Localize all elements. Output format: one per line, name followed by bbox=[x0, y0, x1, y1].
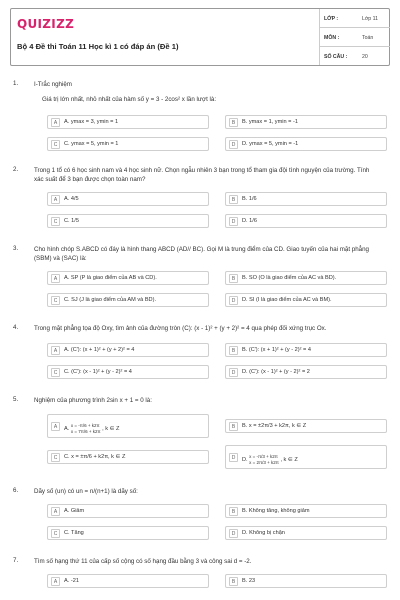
option-text: A. 4/5 bbox=[64, 196, 79, 202]
option-letter: D bbox=[229, 217, 238, 226]
option-d[interactable] bbox=[225, 137, 387, 151]
option-letter: B bbox=[229, 577, 238, 586]
question-text: Cho hình chóp S.ABCD có đáy là hình thang ABCD (AD// BC). Gọi M là trung điểm của CD. Giao tuyến của hai mặt phẳng (SBM) và (SAC) là: bbox=[34, 246, 369, 262]
option-text: B. x = ±2π/3 + k2π, k ∈ Z bbox=[242, 423, 307, 429]
option-letter: A bbox=[51, 274, 60, 283]
meta-value: Lớp 11 bbox=[362, 16, 378, 22]
option-text: C. SJ (J là giao điểm của AM và BD). bbox=[64, 297, 157, 303]
option-letter: C bbox=[51, 296, 60, 305]
quizizz-logo: QUIZIZZ bbox=[17, 17, 75, 31]
option-text: A. SP (P là giao điểm của AB và CD). bbox=[64, 275, 157, 281]
option-letter: B bbox=[229, 422, 238, 431]
question-text: Trong 1 tổ có 6 học sinh nam và 4 học sinh nữ. Chọn ngẫu nhiên 3 bạn trong tổ tham gia đội tình nguyện của trường. Tính xác suất để 3 bạn được chọn toàn nam? bbox=[34, 167, 370, 183]
option-b[interactable] bbox=[225, 192, 387, 206]
option-text: B. ymax = 1, ymin = -1 bbox=[242, 119, 298, 125]
meta-label: MÔN : bbox=[324, 35, 340, 41]
meta-row-class bbox=[320, 9, 390, 28]
option-label: A. bbox=[64, 425, 70, 432]
option-text: D. SI (I là giao điểm của AC và BM). bbox=[242, 297, 332, 303]
question-number: 3. bbox=[13, 245, 19, 252]
meta-label: SỐ CÂU : bbox=[324, 54, 348, 60]
option-letter: A bbox=[51, 195, 60, 204]
option-a[interactable] bbox=[47, 414, 209, 438]
equation-line: x = -π/6 + k2π bbox=[70, 423, 100, 428]
option-letter: A bbox=[51, 118, 60, 127]
option-text bbox=[64, 423, 119, 434]
document-title: Bộ 4 Đề thi Toán 11 Học kì 1 có đáp án (Đề 1) bbox=[17, 42, 179, 51]
option-d[interactable] bbox=[225, 365, 387, 379]
option-a[interactable] bbox=[47, 192, 209, 206]
option-letter: B bbox=[229, 346, 238, 355]
equation-line: x = 2π/3 + k2π bbox=[249, 459, 279, 465]
option-c[interactable] bbox=[47, 365, 209, 379]
option-letter: A bbox=[51, 507, 60, 516]
meta-value: 20 bbox=[362, 54, 368, 60]
option-d[interactable] bbox=[225, 526, 387, 540]
option-text: D. Không bị chặn bbox=[242, 530, 285, 536]
option-letter: C bbox=[51, 529, 60, 538]
option-letter: C bbox=[51, 140, 60, 149]
option-letter: D bbox=[229, 453, 238, 462]
meta-value: Toán bbox=[362, 35, 374, 41]
option-text: B. (C'): (x + 1)² + (y - 2)² = 4 bbox=[242, 347, 311, 353]
option-text: C. (C'): (x - 1)² + (y - 2)² = 4 bbox=[64, 369, 132, 375]
option-c[interactable] bbox=[47, 450, 209, 464]
question-number: 5. bbox=[13, 396, 19, 403]
option-d[interactable] bbox=[225, 214, 387, 228]
option-letter: C bbox=[51, 453, 60, 462]
question-number: 6. bbox=[13, 487, 19, 494]
meta-box bbox=[319, 9, 389, 65]
option-a[interactable] bbox=[47, 574, 209, 588]
question-number: 7. bbox=[13, 557, 19, 564]
meta-row-subject bbox=[320, 28, 390, 47]
option-letter: D bbox=[229, 368, 238, 377]
option-b[interactable] bbox=[225, 419, 387, 433]
option-letter: B bbox=[229, 118, 238, 127]
option-text bbox=[242, 454, 298, 465]
option-letter: C bbox=[51, 217, 60, 226]
option-a[interactable] bbox=[47, 115, 209, 129]
option-text: B. 1/6 bbox=[242, 196, 257, 202]
option-b[interactable] bbox=[225, 343, 387, 357]
option-a[interactable] bbox=[47, 504, 209, 518]
option-b[interactable] bbox=[225, 504, 387, 518]
option-text: A. ymax = 3, ymin = 1 bbox=[64, 119, 119, 125]
option-text: B. SO (O là giao điểm của AC và BD). bbox=[242, 275, 337, 281]
question-number: 2. bbox=[13, 166, 19, 173]
option-text: D. ymax = 5, ymin = -1 bbox=[242, 141, 299, 147]
option-d[interactable] bbox=[225, 445, 387, 469]
option-letter: C bbox=[51, 368, 60, 377]
question-text: Nghiệm của phương trình 2sin x + 1 = 0 là: bbox=[34, 397, 152, 404]
option-b[interactable] bbox=[225, 115, 387, 129]
meta-row-count bbox=[320, 47, 390, 66]
document-header bbox=[10, 8, 390, 66]
option-text: C. Tăng bbox=[64, 530, 84, 536]
option-tail: , k ∈ Z bbox=[102, 425, 120, 432]
question-text: Tìm số hạng thứ 11 của cấp số cộng có số hạng đầu bằng 3 và công sai d = -2. bbox=[34, 558, 252, 565]
question-text: Trong mặt phẳng tọa độ Oxy, tìm ảnh của đường tròn (C): (x - 1)² + (y + 2)² = 4 qua phép đối xứng trục Ox. bbox=[34, 325, 327, 332]
question-number: 1. bbox=[13, 80, 19, 87]
option-text: C. ymax = 5, ymin = 1 bbox=[64, 141, 119, 147]
equation-system bbox=[249, 454, 279, 465]
equation-line: x = 7π/6 + k2π bbox=[70, 428, 101, 434]
option-d[interactable] bbox=[225, 293, 387, 307]
option-b[interactable] bbox=[225, 271, 387, 285]
option-letter: B bbox=[229, 507, 238, 516]
option-a[interactable] bbox=[47, 343, 209, 357]
option-letter: B bbox=[229, 274, 238, 283]
option-letter: B bbox=[229, 195, 238, 204]
option-c[interactable] bbox=[47, 526, 209, 540]
option-text: C. 1/5 bbox=[64, 218, 79, 224]
option-text: C. x = ±π/6 + k2π, k ∈ Z bbox=[64, 454, 126, 460]
option-text: A. -21 bbox=[64, 578, 79, 584]
option-letter: A bbox=[51, 346, 60, 355]
option-letter: D bbox=[229, 296, 238, 305]
question-text: Dãy số (un) có un = n/(n+1) là dãy số: bbox=[34, 488, 138, 495]
question-text: I-Trắc nghiệm bbox=[34, 81, 72, 88]
option-letter: D bbox=[229, 140, 238, 149]
option-text: B. Không tăng, không giảm bbox=[242, 508, 310, 514]
option-c[interactable] bbox=[47, 137, 209, 151]
option-b[interactable] bbox=[225, 574, 387, 588]
option-text: B. 23 bbox=[242, 578, 256, 584]
meta-label: LỚP : bbox=[324, 16, 339, 22]
option-text: A. (C'): (x + 1)² + (y + 2)² = 4 bbox=[64, 347, 135, 353]
option-c[interactable] bbox=[47, 214, 209, 228]
question-number: 4. bbox=[13, 324, 19, 331]
equation-line: x = -π/3 + k2π bbox=[249, 454, 278, 459]
option-text: D. 1/6 bbox=[242, 218, 257, 224]
equation-system bbox=[71, 423, 101, 434]
option-letter: A bbox=[51, 422, 60, 431]
option-text: D. (C'): (x - 1)² + (y - 2)² = 2 bbox=[242, 369, 310, 375]
option-text: A. Giảm bbox=[64, 508, 85, 514]
option-letter: A bbox=[51, 577, 60, 586]
option-c[interactable] bbox=[47, 293, 209, 307]
option-letter: D bbox=[229, 529, 238, 538]
option-a[interactable] bbox=[47, 271, 209, 285]
option-tail: , k ∈ Z bbox=[280, 456, 298, 463]
question-subtext: Giá trị lớn nhất, nhỏ nhất của hàm số y = 3 - 2cos² x lần lượt là: bbox=[42, 96, 217, 103]
option-label: D. bbox=[242, 456, 248, 463]
